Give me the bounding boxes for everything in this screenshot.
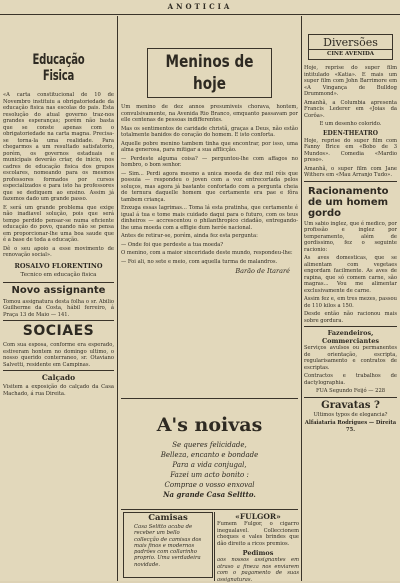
- fazendeiros-text: Serviços avulsos ou permanentes de orientação, escripta, regularisamento e contratos de escriptas.: [304, 345, 397, 371]
- racionamento-text-1: Um sabio inglez, que é medico, por profissão e inglez por temperamento, além de gordissimo, fez o seguinte racionio:: [304, 220, 397, 253]
- noivas-line: Fazei um acto bonito :: [170, 471, 249, 479]
- divider: [3, 282, 114, 283]
- divider: [121, 509, 298, 510]
- meninos-text-3: Aquelle pobre menino tambem tinha que encontrar, por isso, uma alma generosa, para mitigar a sua afflicção.: [121, 140, 298, 153]
- meninos-text-7: Antes de retirar-se, porém, ainda fez esta pergunta:: [121, 233, 258, 239]
- diversoes-text-3: E um desenho colorido.: [319, 121, 382, 127]
- divider: [3, 370, 114, 371]
- article-byline: Barão de Itararé: [235, 267, 290, 275]
- novo-assignante-heading: Novo assignante: [11, 284, 106, 296]
- fulgor-text: Fumem Fulgor, o cigarro inegualavel. Colleccionem cheques e vales brindes que dão direito a ricos premios.: [217, 521, 299, 547]
- diversoes-heading: Diversões: [323, 36, 378, 49]
- racionamento-text-2: As aves domesticas, que se alimentam com vegetaes engordam facilmente. As aves de rapina, que só comem carne, são magras... Vou me alimentar exclusivamente de carne.: [304, 255, 397, 294]
- column-rule-left: [117, 16, 118, 581]
- novo-assignante-text: Tomou assignatura desta folha o sr. Abilio Guilherme da Costa, hábil ferreiro, á Praça 13 de Maio — 141.: [3, 298, 114, 318]
- diversoes-heading-box: [308, 34, 393, 60]
- diversoes-text-2: Amanhã, a Columbia apresenta Francis Lederer em «Joias da Corôa».: [304, 99, 397, 119]
- racionamento-text-3: Assim fez e, em tres mezes, passou de 110 kilos a 150.: [304, 296, 397, 309]
- noivas-line: Belleza, encanto e bondade: [160, 451, 259, 459]
- sociaes-text: Com sua esposa, conforme era esperado, estiveram hontem no domingo ultimo, o nosso querido conterraneo, sr. Otaviano Salvetti, residente em Campinas.: [3, 342, 114, 368]
- divider: [3, 320, 114, 321]
- gravatas-text: Ultimos typos de elegancia?: [313, 411, 388, 418]
- fazendeiros-address: FUA Segundo Feijó — 228: [315, 388, 386, 394]
- noivas-ad: [121, 400, 298, 508]
- meninos-text-10: — Foi ali, no sete e meio, com aquella turma de malandros.: [121, 258, 278, 265]
- sociaes-heading: SOCIAES: [22, 323, 95, 339]
- educacao-fisica-text-3: Dê o seu apoio a esse movimento de renovação social».: [3, 245, 114, 258]
- cine-avenida-heading: CINE AVENIDA: [309, 49, 392, 58]
- educacao-fisica-text: «A carta constitucional de 10 de Novembro instituiu a obrigatoriedade da educação fisica nas escolas do pais. Esta resolução do atual governo traz-nos grandes esperanças; porém não basta que se conste apenas com o obrigatoriedade na carta magna. Precisa-se torna-la uma realidade. Para chegarmos a um resultado satisfatorio, porém, os governos estaduais e municipais deverão criar, de inicio, nos cadres de educação fisica dos grupos escolares, nomeando para os mesmos professores formados por cursos especializados e para isto ha professores que se dediquem ao ensino. Assim já fazemos dado um grande passo.: [3, 92, 114, 202]
- signature-role: Tecnico em educação fisica: [20, 271, 97, 278]
- meninos-de-hoje-heading: Meninos de hoje: [165, 52, 254, 94]
- divider: [121, 398, 298, 399]
- eden-theatro-text-2: Amanhã, o super film com Jane Withers em «Mau Arranjo Tudo».: [304, 165, 397, 178]
- calcado-heading: Calçado: [41, 373, 76, 382]
- racionamento-heading: Racionamento de um homem gordo: [308, 185, 389, 219]
- masthead-rule: [0, 14, 400, 15]
- article-signature: ROSALVO FLORENTINO: [14, 261, 103, 270]
- camisas-text: Casa Selitto acaba de receber um bello collecção de camisas dos mais finos e modernos padrões com collarinho proprio. Uma verdadeira novidade.: [134, 524, 202, 568]
- eden-theatro-text: Hoje, reprise do super film com Fanny Brice em «Bobo de 3 Mundos». Comedia «Mardio preso».: [304, 137, 397, 163]
- noivas-heading: A's noivas: [156, 414, 263, 436]
- fazendeiros-text-2: Contractos e trabalhos de dactylographia.: [304, 373, 397, 386]
- left-column: [3, 18, 114, 578]
- educacao-fisica-heading: Educação Fisica: [32, 52, 85, 84]
- column-rule-right: [301, 16, 302, 581]
- divider: [304, 181, 397, 182]
- meninos-text-4: — Perdeste alguma coisa? — perguntou-lhe com affagos no hombro, o bom senhor.: [121, 155, 298, 168]
- noivas-line: Na grande Casa Selitto.: [163, 490, 256, 499]
- center-column: [121, 18, 298, 398]
- noivas-line: Para a vida conjugal,: [172, 461, 247, 469]
- fulgor-heading: «FULGOR»: [235, 512, 281, 521]
- right-column: [304, 18, 397, 578]
- racionamento-text-4: Desde então não racionou mais sobre gordura.: [304, 311, 397, 324]
- educacao-fisica-text-2: E será um grande problema que exige não inadiavel solução, pois que será tempo perdido pensar-se numa eficiente educação do povo, quando não se pensa em proporcionar-lhe uma boa saude que é a base de toda a educação.: [3, 204, 114, 243]
- meninos-text-6: Enxuga essas lagrimas... Toma lá esta pratinha, que certamente é igual á tua e tome mais cuidado daqui para o futuro, com os teus dinheiros — accrescentou o philanthropico cidadão, entregando-lhe uma moeda com a effigie dum heróe nacional.: [121, 205, 298, 231]
- meninos-text-2: Mas os sentimentos de caridade christã, graças a Deus, não estão totalmente banidos do coração do homem. E isto conforta.: [121, 125, 298, 138]
- pedimos-heading: Pedimos: [242, 549, 274, 557]
- noivas-line: Se queres felicidade,: [172, 441, 247, 449]
- camisas-ad: [123, 512, 213, 578]
- meninos-heading-box: [147, 48, 272, 98]
- noivas-line: Comprae o vosso enxoval: [164, 481, 255, 489]
- fulgor-ad: [217, 512, 299, 583]
- gravatas-text-2: Alfaiataria Rodrigues — Direita 75.: [304, 420, 397, 433]
- pedimos-text: aos nossos assignantes em atraso a fineza nos enviarem com o pagamento de suas assignaturas.: [217, 557, 299, 583]
- camisas-heading: Camisas: [148, 513, 188, 523]
- gravatas-heading: Gravatas ?: [321, 399, 380, 411]
- divider: [304, 397, 397, 398]
- eden-theatro-heading: EDEN-THEATRO: [322, 129, 379, 137]
- calcado-text: Visitem a exposição do calçado da Casa Machado, á rua Direita.: [3, 384, 114, 397]
- fazendeiros-heading: Fazendeiros, Commerciantes: [322, 329, 379, 345]
- column-rule-center: [214, 512, 215, 581]
- meninos-text-9: O menino, com a maior sinceridade deste mundo, respondeu-lhe:: [121, 250, 293, 256]
- divider: [304, 326, 397, 327]
- meninos-text-1: Um menino de dez annos presumiveis chorava, hontem, convulsivamente, na Avenida Rio Branco, emquanto passavam por elle centenas de pessoas indifferentes.: [121, 104, 298, 123]
- meninos-text-8: — Onde foi que perdeste a tua moeda?: [121, 241, 224, 248]
- diversoes-text-1: Hoje, reprise do super film intitulado «Katia». E mais um super film com John Barrimore em «A Vingança de Bulldog Drummond».: [304, 65, 397, 97]
- meninos-text-5: — Sim... Perdi agora mesmo a unica moeda de dez mil réis que possuia — respondeu o joven com a voz entrecortada pelos soluços, mas agora já bastante confortado com a pergunta cheia de ternura daquelle homem que certamente era pae e fôra tambem criança.: [121, 170, 298, 203]
- masthead: ANOTICIA: [167, 2, 233, 11]
